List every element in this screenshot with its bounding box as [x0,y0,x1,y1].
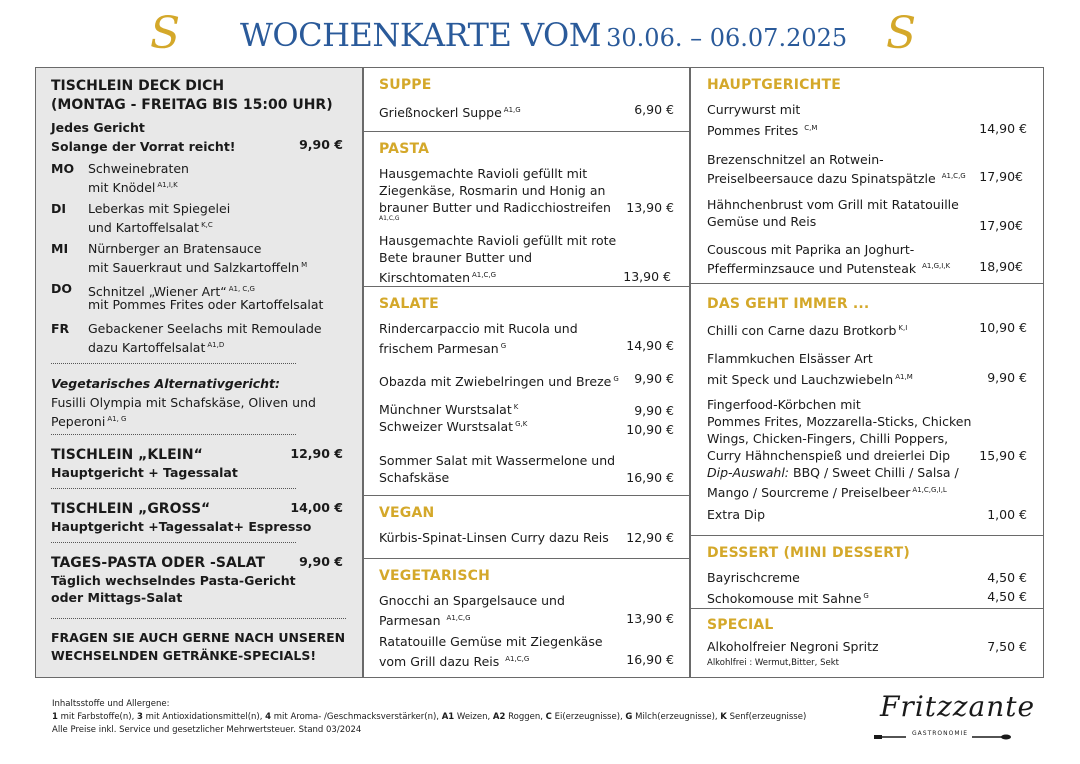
divider [51,542,296,543]
section-title: TISCHLEIN „KLEIN“ [51,447,203,463]
menu-item: Ratatouille Gemüse mit Ziegenkäse [379,634,603,649]
logo-script: Fritzzante [880,690,1036,723]
section-title: TAGES-PASTA ODER -SALAT [51,555,265,571]
day-label: MI [51,241,69,256]
menu-item: Sommer Salat mit Wassermelone und [379,453,616,468]
section-title-hauptgerichte: HAUPTGERICHTE [707,77,842,93]
divider [51,488,296,489]
monogram-right: S [886,8,917,59]
menu-item-desc: Täglich wechselndes Pasta-Gericht [51,573,296,588]
menu-item: Wings, Chicken-Fingers, Chilli Poppers, [707,431,949,446]
menu-item: Bete brauner Butter und [379,250,533,265]
menu-item-desc: mit Pommes Frites oder Kartoffelsalat [88,297,324,312]
divider [51,363,296,364]
menu-item: Extra Dip [707,507,766,522]
menu-item: frischem Parmesan $^G$ [379,341,507,357]
price: 16,90 € [626,470,674,485]
price: 13,90 € [626,611,674,626]
price: 9,90 € [634,403,674,418]
price: 4,50 € [987,570,1027,585]
menu-item: Hähnchenbrust vom Grill mit Ratatouille [707,197,959,212]
section-title-pasta: PASTA [379,141,430,157]
menu-item: Mango / Sourcreme / Preiselbeer $^{A1,C,G,I,L}$ [707,485,947,501]
menu-item: Gebackener Seelachs mit Remoulade [88,321,322,336]
price: 7,50 € [987,639,1027,654]
price: 14,90 € [626,338,674,353]
menu-item: Schokomouse mit Sahne $^G$ [707,591,869,607]
price: 14,00 € [290,500,343,515]
section-title-immer: DAS GEHT IMMER ... [707,296,870,312]
menu-item: Pommes Frites, Mozzarella-Sticks, Chicken [707,414,972,429]
logo-subtitle: GASTRONOMIE [912,730,969,737]
menu-item-desc: oder Mittags-Salat [51,590,183,605]
menu-item: vom Grill dazu Reis $^{A1,C,G}$ [379,654,530,670]
price: 16,90 € [626,652,674,667]
column-mains [690,67,1044,678]
divider [364,286,689,287]
menu-item: Parmesan $^{A1,C,G}$ [379,613,471,629]
menu-item: Gemüse und Reis [707,214,817,229]
menu-item: Grießnockerl Suppe $^{A1,G}$ [379,105,521,121]
price: 12,90 € [626,530,674,545]
menu-item: Schnitzel „Wiener Art“ $^{A1, C,G}$ [88,284,255,300]
price: 15,90 € [979,448,1027,463]
footer-title: Inhaltsstoffe und Allergene: [52,699,170,709]
divider [51,434,296,435]
menu-item: Schweinebraten [88,161,189,176]
menu-item-desc: Hauptgericht + Tagessalat [51,465,238,480]
divider [691,283,1043,284]
specials-note: FRAGEN SIE AUCH GERNE NACH UNSEREN [51,630,346,645]
column-starters [363,67,690,678]
menu-item-desc: Peperoni $^{A1, G}$ [51,414,127,430]
menu-item: Hausgemachte Ravioli gefüllt mit [379,166,588,181]
header [0,0,1080,66]
menu-item: Hausgemachte Ravioli gefüllt mit rote [379,233,617,248]
section-title-salate: SALATE [379,296,439,312]
menu-item: Bayrischcreme [707,570,800,585]
menu-item: Rindercarpaccio mit Rucola und [379,321,578,336]
footer-price-note: Alle Preise inkl. Service und gesetzlicher Mehrwertsteuer. Stand 03/2024 [52,725,362,735]
price: 9,90 € [299,554,343,569]
price: 13,90 € [626,200,674,215]
menu-item: Couscous mit Paprika an Joghurt- [707,242,915,257]
menu-item: Pommes Frites $^{C,M}$ [707,123,818,139]
divider [51,618,346,619]
menu-item-desc: Hauptgericht +Tagessalat+ Espresso [51,519,312,534]
menu-item: Currywurst mit [707,102,801,117]
supply-label: Solange der Vorrat reicht! [51,139,236,154]
menu-item: Chilli con Carne dazu Brotkorb $^{K,I}$ [707,323,908,339]
price: 9,90 € [987,370,1027,385]
price: 10,90 € [626,422,674,437]
menu-item: Kürbis-Spinat-Linsen Curry dazu Reis [379,530,609,545]
section-title-suppe: SUPPE [379,77,432,93]
menu-item-desc: Alkohlfrei : Wermut,Bitter, Sekt [707,658,839,668]
menu-item: Preiselbeersauce dazu Spinatspätzle $^{A1,C,G}$ [707,171,966,187]
day-label: DO [51,281,73,296]
menu-item: Nürnberger an Bratensauce [88,241,262,256]
menu-item-desc: mit Knödel $^{A1,I,K}$ [88,180,178,196]
every-dish-label: Jedes Gericht [51,120,145,135]
brand-logo [872,690,1036,746]
price: 17,90€ [979,169,1023,184]
day-label: DI [51,201,67,216]
menu-item: Kirschtomaten $^{A1,C,G}$ [379,270,497,286]
menu-item: brauner Butter und Radicchiostreifen [379,200,611,215]
menu-item: Gnocchi an Spargelsauce und [379,593,565,608]
menu-item-desc: dazu Kartoffelsalat $^{A1,D}$ [88,340,225,356]
menu-item-desc: und Kartoffelsalat $^{K,C}$ [88,220,213,236]
allergen-code: A1,C,G [379,215,400,222]
menu-item: Ziegenkäse, Rosmarin und Honig an [379,183,606,198]
section-subtitle: (MONTAG - FREITAG BIS 15:00 UHR) [51,97,333,113]
divider [364,558,689,559]
price: 4,50 € [987,589,1027,604]
monogram-left: S [150,8,181,59]
price: 14,90 € [979,121,1027,136]
divider [691,535,1043,536]
section-title: TISCHLEIN DECK DICH [51,78,225,94]
price: 9,90 € [299,137,343,152]
price: 13,90 € [623,269,671,284]
divider [364,495,689,496]
price: 10,90 € [979,320,1027,335]
page-title [240,16,847,54]
price: 9,90 € [634,371,674,386]
menu-item: Pfefferminzsauce und Putensteak $^{A1,G,I,K}$ [707,261,951,277]
menu-item: Alkoholfreier Negroni Spritz [707,639,879,654]
menu-item: Brezenschnitzel an Rotwein- [707,152,884,167]
menu-item: Münchner Wurstsalat $^K$ [379,402,519,418]
menu-item: Curry Hähnchenspieß und dreierlei Dip [707,448,951,463]
title-main: WOCHENKARTE VOM [240,16,602,54]
menu-item: mit Speck und Lauchzwiebeln $^{A1,M}$ [707,372,913,388]
menu-item: Fusilli Olympia mit Schafskäse, Oliven und [51,395,316,410]
footer-allergens: 1 mit Farbstoffe(n), 3 mit Antioxidationsmittel(n), 4 mit Aroma- /Geschmacksverstärker(n), A1 Weizen, A2 Roggen, C Ei(erzeugnisse), G Milch(erzeugnisse), K Senf(erzeugnisse) [52,712,807,722]
menu-item: Leberkas mit Spiegelei [88,201,231,216]
section-title-special: SPECIAL [707,617,774,633]
day-label: FR [51,321,70,336]
price: 1,00 € [987,507,1027,522]
menu-item: Schafskäse [379,470,450,485]
section-title-dessert: DESSERT (MINI DESSERT) [707,545,910,561]
day-label: MO [51,161,75,176]
menu-item: Schweizer Wurstsalat $^{G,K}$ [379,419,528,435]
price: 6,90 € [634,102,674,117]
divider [364,131,689,132]
divider [691,608,1043,609]
section-title-vegan: VEGAN [379,505,435,521]
price: 12,90 € [290,446,343,461]
menu-item-desc: mit Sauerkraut und Salzkartoffeln $^M$ [88,260,308,276]
section-title: TISCHLEIN „GROSS“ [51,501,211,517]
veg-alt-title: Vegetarisches Alternativgericht: [51,376,281,391]
menu-item: Dip-Auswahl: BBQ / Sweet Chilli / Salsa / [707,465,959,480]
allergen-footer [52,698,806,737]
menu-item: Fingerfood-Körbchen mit [707,397,861,412]
menu-item: Obazda mit Zwiebelringen und Breze $^G$ [379,374,619,390]
menu-item: Flammkuchen Elsässer Art [707,351,873,366]
price: 17,90€ [979,218,1023,233]
specials-note: WECHSELNDEN GETRÄNKE-SPECIALS! [51,648,317,663]
section-title-vegetarisch: VEGETARISCH [379,568,491,584]
column-lunch-specials [35,67,363,678]
title-dates: 30.06. – 06.07.2025 [606,24,848,52]
price: 18,90€ [979,259,1023,274]
